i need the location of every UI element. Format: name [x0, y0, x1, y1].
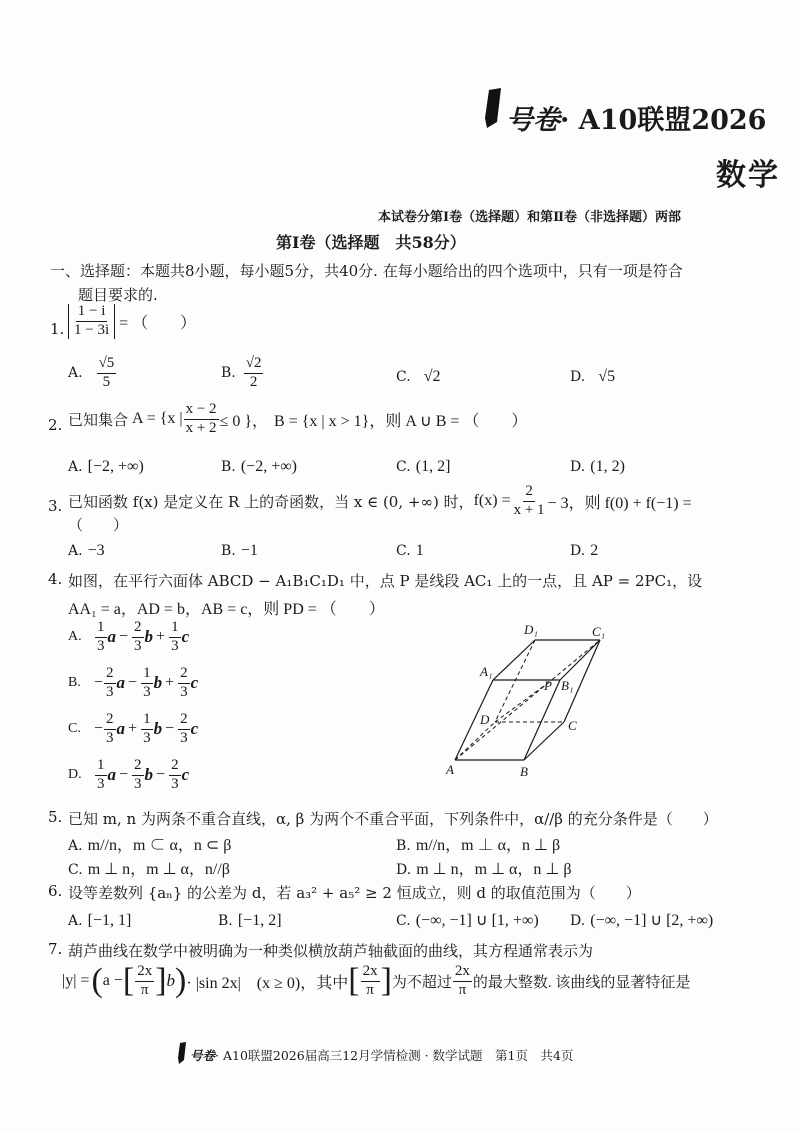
label-a1: A₁ — [480, 664, 493, 679]
q1-expression: $\frac{1 - i}{1 - 3i}$ = （ ） — [68, 304, 196, 339]
q1-option-b: B. $\frac{√2}{2}$ — [221, 355, 262, 390]
question-number: 3. — [48, 497, 63, 515]
part-instruction-line2: 题目要求的. — [78, 286, 158, 304]
q6-stem: 设等差数列 {aₙ} 的公差为 d，若 a₃² + a₅² ≥ 2 恒成立，则 d 的取值范围为（ ） — [68, 884, 641, 902]
q6-option-d: D. (−∞, −1] ∪ [2, +∞) — [570, 912, 714, 929]
q3-option-d: D. 2 — [570, 542, 599, 559]
q2-option-c: C. (1, 2] — [396, 458, 451, 475]
q3-option-a: A. −3 — [68, 542, 105, 559]
label-c1: C₁ — [592, 624, 606, 639]
q1-option-d: D. √5 — [570, 368, 616, 385]
q4-option-a: A. $\frac{1}{3}$ a − $\frac{2}{3}$ b + $\frac{1}{3}$ c — [68, 619, 190, 654]
q3-option-c: C. 1 — [396, 542, 424, 559]
q3-option-b: B. −1 — [221, 542, 258, 559]
question-number: 6. — [48, 882, 63, 900]
q5-option-b: B. m//n，m ⊥ α，n ⊥ β — [396, 837, 561, 854]
label-p: P — [544, 678, 552, 693]
q1-option-c: C. √2 — [396, 368, 441, 385]
header-title: 号卷· A10联盟2026 — [506, 105, 767, 136]
q3-answer-paren: （ ） — [68, 516, 129, 534]
diagonal-a-c1 — [455, 640, 600, 760]
q6-option-a: A. [−1, 1] — [68, 912, 132, 929]
q5-option-d: D. m ⊥ n，m ⊥ α，n ⊥ β — [396, 861, 572, 878]
q2-option-d: D. (1, 2) — [570, 458, 625, 475]
q7-equation: |y| = ( a − [ $\frac{2x}{\pi}$ ] b ) · |sin 2x| (x ≥ 0)，其中 [ $\frac{2x}{\pi}$ ] 为不超过 $\frac{2x}{\pi}$ 的最大整数. 该曲线的显著特征是 — [62, 962, 691, 999]
parallelepiped-figure — [440, 618, 630, 782]
edge-b-c — [524, 722, 564, 760]
q5-stem: 已知 m, n 为两条不重合直线，α, β 为两个不重合平面，下列条件中，α//β 的充分条件是（ ） — [68, 810, 718, 828]
q2-stem: 已知集合 A = {x | $\frac{x - 2}{x + 2}$ ≤ 0 }， B = {x | x > 1}，则 A ∪ B = （ ） — [68, 401, 528, 436]
section-title: 第Ⅰ卷（选择题 共58分） — [276, 233, 466, 252]
question-number: 5. — [48, 808, 63, 826]
label-d1: D₁ — [524, 622, 538, 637]
q6-option-c: C. (−∞, −1] ∪ [1, +∞) — [396, 912, 539, 929]
q6-option-b: B. [−1, 2] — [218, 912, 282, 929]
footer-brush-icon — [176, 1042, 188, 1064]
edge-b1-b — [524, 680, 560, 760]
question-number: 4. — [48, 570, 63, 588]
q4-option-b: B. − $\frac{2}{3}$ a − $\frac{1}{3}$ b + $\frac{2}{3}$ c — [68, 665, 199, 700]
q1-option-a: A. $\frac{√5}{5}$ — [68, 355, 115, 390]
label-d: D — [480, 712, 490, 727]
q5-option-a: A. m//n，m ⊂ α，n ⊂ β — [68, 837, 232, 854]
q4-option-d: D. $\frac{1}{3}$ a − $\frac{2}{3}$ b − $\frac{2}{3}$ c — [68, 757, 190, 792]
label-c: C — [568, 718, 577, 733]
edge-c1-b1 — [560, 640, 600, 680]
q2-option-b: B. (−2, +∞) — [221, 458, 297, 475]
label-b: B — [520, 764, 528, 779]
part-instruction-line1: 一、选择题：本题共8小题，每小题5分，共40分. 在每小题给出的四个选项中，只有一项是符合 — [50, 262, 683, 280]
question-number: 2. — [48, 416, 63, 434]
q7-line1: 葫芦曲线在数学中被明确为一种类似横放葫芦轴截面的曲线，其方程通常表示为 — [68, 942, 594, 960]
q2-option-a: A. [−2, +∞) — [68, 458, 144, 475]
q3-stem: 已知函数 f(x) 是定义在 R 上的奇函数，当 x ∈ (0, +∞) 时， f(x) = $\frac{2}{x + 1}$ − 3，则 f(0) + f(−1) = — [68, 483, 692, 518]
label-b1: B₁ — [561, 678, 574, 693]
brand-name: 号卷 — [506, 105, 560, 136]
hidden-edge-a-d — [455, 722, 495, 760]
q5-option-c: C. m ⊥ n，m ⊥ α，n//β — [68, 861, 230, 878]
q4-line2: AA₁ = a，AD = b，AB = c，则 PD = （ ） — [68, 601, 385, 618]
q4-line1: 如图，在平行六面体 ABCD − A₁B₁C₁D₁ 中，点 P 是线段 AC₁ 上的一点，且 AP = 2PC₁，设 — [68, 572, 703, 590]
question-number: 1. — [50, 320, 65, 338]
edge-d1-a1 — [493, 640, 535, 680]
question-number: 7. — [48, 940, 63, 958]
label-a: A — [446, 762, 454, 777]
footer-text: 号卷· A10联盟2026届高三12月学情检测 · 数学试题 第1页 共4页 — [190, 1048, 574, 1063]
q4-option-c: C. − $\frac{2}{3}$ a + $\frac{1}{3}$ b − $\frac{2}{3}$ c — [68, 711, 199, 746]
subject-title: 数学 — [716, 158, 780, 193]
brand-logo-brush-icon — [481, 88, 505, 128]
exam-notice: 本试卷分第Ⅰ卷（选择题）和第Ⅱ卷（非选择题）两部 — [378, 210, 682, 225]
